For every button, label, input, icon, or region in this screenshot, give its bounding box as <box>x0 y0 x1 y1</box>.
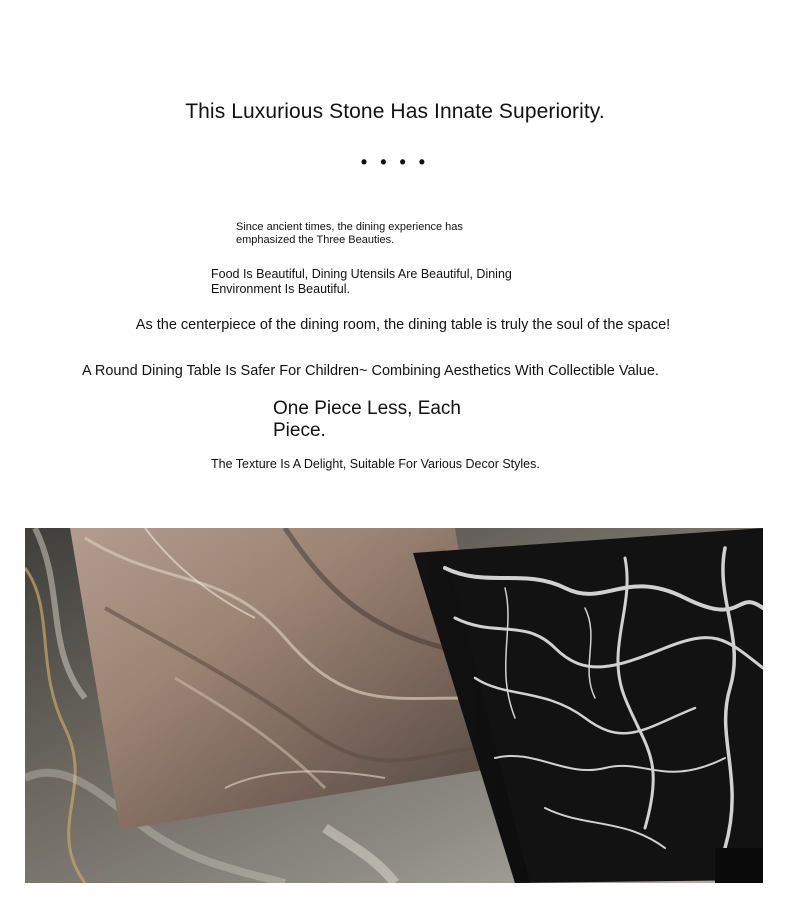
decorative-dots: • • • • <box>360 152 430 172</box>
three-beauties-text: Food Is Beautiful, Dining Utensils Are Beautiful, Dining Environment Is Beautiful. <box>211 267 512 296</box>
centerpiece-text: As the centerpiece of the dining room, the dining table is truly the soul of the space! <box>135 317 671 333</box>
page-headline: This Luxurious Stone Has Innate Superiority. <box>185 100 605 123</box>
intro-text: Since ancient times, the dining experience has emphasized the Three Beauties. <box>236 221 463 246</box>
one-piece-text: One Piece Less, Each Piece. <box>273 398 461 441</box>
marble-slabs-image <box>25 528 763 883</box>
texture-text: The Texture Is A Delight, Suitable For Various Decor Styles. <box>211 457 540 471</box>
round-table-text: A Round Dining Table Is Safer For Children~ Combining Aesthetics With Collectible Value. <box>82 363 659 379</box>
